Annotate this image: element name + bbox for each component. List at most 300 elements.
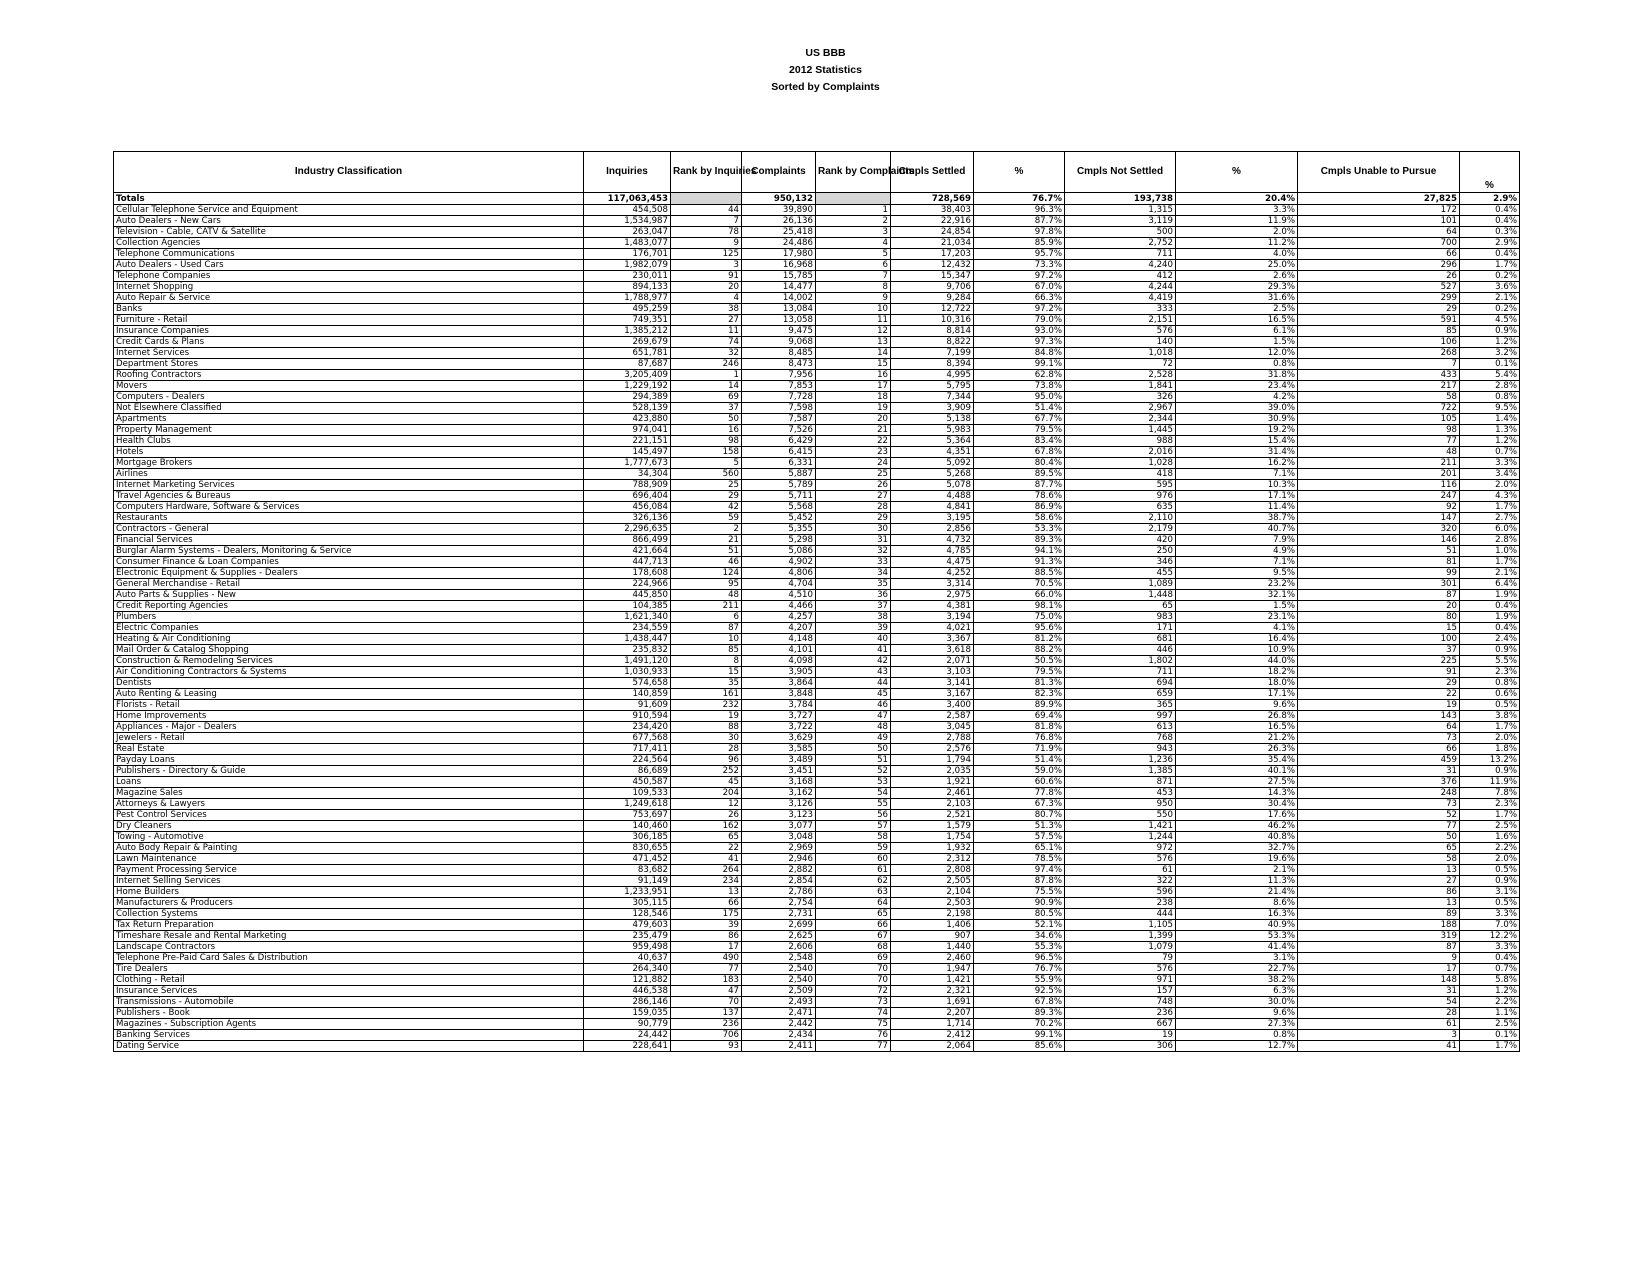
cell-unable: 48 [1298, 447, 1460, 458]
cell-rank-inquiries: 46 [671, 557, 742, 568]
cell-rank-inquiries: 125 [671, 249, 742, 260]
cell-settled: 2,103 [891, 799, 974, 810]
cell-unable-pct: 2.4% [1460, 634, 1520, 645]
table-row [114, 513, 1520, 524]
cell-not-settled: 613 [1065, 722, 1176, 733]
cell-not-settled-pct: 6.3% [1176, 986, 1298, 997]
cell-unable: 73 [1298, 799, 1460, 810]
cell-unable: 29 [1298, 304, 1460, 315]
cell-inquiries: 230,011 [584, 271, 671, 282]
cell-not-settled: 65 [1065, 601, 1176, 612]
cell-settled-pct: 90.9% [974, 898, 1065, 909]
cell-rank-complaints: 42 [816, 656, 891, 667]
cell-settled: 5,138 [891, 414, 974, 425]
cell-inquiries: 456,084 [584, 502, 671, 513]
cell-unable: 37 [1298, 645, 1460, 656]
cell-rank-complaints: 24 [816, 458, 891, 469]
table-row [114, 964, 1520, 975]
cell-unable: 7 [1298, 359, 1460, 370]
table-row [114, 942, 1520, 953]
cell-complaints: 14,477 [742, 282, 816, 293]
cell-not-settled-pct: 2.6% [1176, 271, 1298, 282]
cell-settled: 9,284 [891, 293, 974, 304]
cell-inquiries: 306,185 [584, 832, 671, 843]
cell-rank-inquiries: 32 [671, 348, 742, 359]
col-header-not-settled: Cmpls Not Settled [1065, 152, 1176, 193]
cell-industry: Banking Services [114, 1030, 584, 1041]
cell-rank-complaints: 70 [816, 975, 891, 986]
cell-rank-complaints: 60 [816, 854, 891, 865]
cell-industry: Insurance Services [114, 986, 584, 997]
cell-unable-pct: 4.3% [1460, 491, 1520, 502]
cell-rank-inquiries: 88 [671, 722, 742, 733]
cell-industry: General Merchandise - Retail [114, 579, 584, 590]
table-row [114, 579, 1520, 590]
cell-complaints: 2,606 [742, 942, 816, 953]
cell-unable: 700 [1298, 238, 1460, 249]
cell-industry: Internet Marketing Services [114, 480, 584, 491]
cell-rank-complaints: 57 [816, 821, 891, 832]
cell-settled-pct: 89.3% [974, 1008, 1065, 1019]
cell-rank-complaints: 19 [816, 403, 891, 414]
cell-not-settled: 748 [1065, 997, 1176, 1008]
cell-rank-inquiries: 44 [671, 205, 742, 216]
cell-rank-complaints: 51 [816, 755, 891, 766]
cell-unable-pct: 2.0% [1460, 733, 1520, 744]
cell-settled-pct: 80.7% [974, 810, 1065, 821]
cell-not-settled: 1,841 [1065, 381, 1176, 392]
cell-not-settled-pct: 46.2% [1176, 821, 1298, 832]
cell-not-settled-pct: 14.3% [1176, 788, 1298, 799]
cell-unable: 100 [1298, 634, 1460, 645]
table-row [114, 623, 1520, 634]
cell-rank-complaints: 22 [816, 436, 891, 447]
cell-unable-pct: 3.2% [1460, 348, 1520, 359]
cell-rank-complaints: 62 [816, 876, 891, 887]
cell-rank-inquiries: 5 [671, 458, 742, 469]
cell-settled: 5,364 [891, 436, 974, 447]
cell-industry: Timeshare Resale and Rental Marketing [114, 931, 584, 942]
cell-unable-pct: 13.2% [1460, 755, 1520, 766]
cell-settled: 3,167 [891, 689, 974, 700]
cell-rank-inquiries: 211 [671, 601, 742, 612]
cell-unable-pct: 2.8% [1460, 535, 1520, 546]
cell-industry: Collection Systems [114, 909, 584, 920]
cell-not-settled: 659 [1065, 689, 1176, 700]
cell-settled-pct: 89.3% [974, 535, 1065, 546]
cell-rank-inquiries: 137 [671, 1008, 742, 1019]
cell-unable: 247 [1298, 491, 1460, 502]
cell-industry: Auto Body Repair & Painting [114, 843, 584, 854]
cell-settled-pct: 99.1% [974, 1030, 1065, 1041]
table-row [114, 898, 1520, 909]
table-row [114, 755, 1520, 766]
table-row [114, 953, 1520, 964]
cell-rank-inquiries: 232 [671, 700, 742, 711]
cell-industry: Roofing Contractors [114, 370, 584, 381]
cell-industry: Department Stores [114, 359, 584, 370]
cell-settled-pct: 96.5% [974, 953, 1065, 964]
cell-unable: 15 [1298, 623, 1460, 634]
cell-complaints: 3,162 [742, 788, 816, 799]
cell-industry: Internet Selling Services [114, 876, 584, 887]
cell-rank-complaints: 52 [816, 766, 891, 777]
cell-unable-pct: 0.4% [1460, 953, 1520, 964]
cell-inquiries: 753,697 [584, 810, 671, 821]
cell-rank-complaints: 9 [816, 293, 891, 304]
cell-settled-pct: 82.3% [974, 689, 1065, 700]
cell-inquiries: 1,491,120 [584, 656, 671, 667]
cell-not-settled: 1,399 [1065, 931, 1176, 942]
totals-label: Totals [114, 193, 584, 205]
cell-inquiries: 178,608 [584, 568, 671, 579]
cell-settled-pct: 70.5% [974, 579, 1065, 590]
cell-rank-inquiries: 25 [671, 480, 742, 491]
cell-settled: 4,841 [891, 502, 974, 513]
cell-not-settled: 157 [1065, 986, 1176, 997]
cell-not-settled-pct: 4.2% [1176, 392, 1298, 403]
cell-rank-complaints: 21 [816, 425, 891, 436]
cell-unable-pct: 0.2% [1460, 271, 1520, 282]
cell-rank-complaints: 16 [816, 370, 891, 381]
cell-complaints: 2,699 [742, 920, 816, 931]
cell-industry: Credit Reporting Agencies [114, 601, 584, 612]
cell-inquiries: 471,452 [584, 854, 671, 865]
cell-complaints: 15,785 [742, 271, 816, 282]
table-row [114, 425, 1520, 436]
cell-not-settled: 681 [1065, 634, 1176, 645]
cell-rank-inquiries: 42 [671, 502, 742, 513]
cell-complaints: 2,493 [742, 997, 816, 1008]
cell-industry: Auto Renting & Leasing [114, 689, 584, 700]
cell-not-settled-pct: 38.2% [1176, 975, 1298, 986]
cell-settled: 2,460 [891, 953, 974, 964]
cell-not-settled: 333 [1065, 304, 1176, 315]
cell-unable: 64 [1298, 722, 1460, 733]
cell-unable: 13 [1298, 898, 1460, 909]
cell-industry: Towing - Automotive [114, 832, 584, 843]
table-row [114, 678, 1520, 689]
cell-not-settled-pct: 38.7% [1176, 513, 1298, 524]
cell-complaints: 25,418 [742, 227, 816, 238]
cell-settled: 2,856 [891, 524, 974, 535]
cell-rank-inquiries: 14 [671, 381, 742, 392]
cell-settled: 4,995 [891, 370, 974, 381]
cell-rank-inquiries: 41 [671, 854, 742, 865]
cell-not-settled-pct: 40.7% [1176, 524, 1298, 535]
cell-rank-inquiries: 59 [671, 513, 742, 524]
cell-settled: 1,691 [891, 997, 974, 1008]
cell-rank-complaints: 20 [816, 414, 891, 425]
cell-settled: 17,203 [891, 249, 974, 260]
cell-rank-complaints: 32 [816, 546, 891, 557]
cell-settled: 1,794 [891, 755, 974, 766]
cell-rank-inquiries: 87 [671, 623, 742, 634]
cell-rank-inquiries: 48 [671, 590, 742, 601]
cell-complaints: 5,568 [742, 502, 816, 513]
cell-complaints: 5,789 [742, 480, 816, 491]
cell-settled-pct: 77.8% [974, 788, 1065, 799]
cell-unable-pct: 7.8% [1460, 788, 1520, 799]
cell-inquiries: 445,850 [584, 590, 671, 601]
cell-not-settled: 2,016 [1065, 447, 1176, 458]
cell-settled: 8,394 [891, 359, 974, 370]
table-row [114, 1008, 1520, 1019]
cell-not-settled: 2,344 [1065, 414, 1176, 425]
cell-settled-pct: 67.8% [974, 447, 1065, 458]
totals-row [114, 193, 1520, 205]
cell-unable: 89 [1298, 909, 1460, 920]
table-row [114, 887, 1520, 898]
table-row [114, 590, 1520, 601]
cell-rank-inquiries: 19 [671, 711, 742, 722]
cell-complaints: 4,510 [742, 590, 816, 601]
cell-rank-complaints: 17 [816, 381, 891, 392]
cell-settled: 907 [891, 931, 974, 942]
cell-inquiries: 90,779 [584, 1019, 671, 1030]
totals-unable: 27,825 [1298, 193, 1460, 205]
cell-settled-pct: 92.5% [974, 986, 1065, 997]
cell-unable-pct: 2.7% [1460, 513, 1520, 524]
cell-rank-complaints: 1 [816, 205, 891, 216]
cell-not-settled-pct: 31.6% [1176, 293, 1298, 304]
col-header-settled-pct: % [974, 152, 1065, 193]
header-row [114, 152, 1520, 193]
cell-industry: Mail Order & Catalog Shopping [114, 645, 584, 656]
cell-not-settled: 306 [1065, 1041, 1176, 1052]
cell-not-settled: 971 [1065, 975, 1176, 986]
cell-not-settled-pct: 23.4% [1176, 381, 1298, 392]
table-row [114, 205, 1520, 216]
cell-unable: 9 [1298, 953, 1460, 964]
cell-complaints: 7,853 [742, 381, 816, 392]
cell-rank-complaints: 15 [816, 359, 891, 370]
cell-settled-pct: 87.7% [974, 216, 1065, 227]
cell-inquiries: 140,460 [584, 821, 671, 832]
cell-rank-inquiries: 252 [671, 766, 742, 777]
col-header-complaints: Complaints [742, 152, 816, 193]
statistics-table [113, 151, 1520, 1052]
cell-industry: Real Estate [114, 744, 584, 755]
cell-unable: 99 [1298, 568, 1460, 579]
cell-not-settled: 1,236 [1065, 755, 1176, 766]
table-row [114, 799, 1520, 810]
cell-not-settled-pct: 27.3% [1176, 1019, 1298, 1030]
cell-inquiries: 1,483,077 [584, 238, 671, 249]
cell-settled-pct: 65.1% [974, 843, 1065, 854]
cell-complaints: 4,148 [742, 634, 816, 645]
cell-not-settled-pct: 23.1% [1176, 612, 1298, 623]
cell-rank-inquiries: 91 [671, 271, 742, 282]
totals-settled-pct: 76.7% [974, 193, 1065, 205]
cell-settled: 4,732 [891, 535, 974, 546]
cell-industry: Restaurants [114, 513, 584, 524]
cell-complaints: 8,473 [742, 359, 816, 370]
cell-unable-pct: 1.6% [1460, 832, 1520, 843]
cell-industry: Construction & Remodeling Services [114, 656, 584, 667]
cell-settled: 4,475 [891, 557, 974, 568]
cell-complaints: 2,882 [742, 865, 816, 876]
cell-inquiries: 894,133 [584, 282, 671, 293]
cell-settled-pct: 97.4% [974, 865, 1065, 876]
cell-settled-pct: 55.3% [974, 942, 1065, 953]
cell-inquiries: 1,229,192 [584, 381, 671, 392]
table-row [114, 491, 1520, 502]
cell-not-settled-pct: 30.9% [1176, 414, 1298, 425]
cell-rank-complaints: 30 [816, 524, 891, 535]
cell-settled-pct: 67.0% [974, 282, 1065, 293]
cell-unable-pct: 1.9% [1460, 590, 1520, 601]
cell-unable-pct: 2.0% [1460, 854, 1520, 865]
cell-unable: 86 [1298, 887, 1460, 898]
cell-unable-pct: 5.8% [1460, 975, 1520, 986]
cell-not-settled-pct: 7.9% [1176, 535, 1298, 546]
table-row [114, 502, 1520, 513]
cell-settled: 2,788 [891, 733, 974, 744]
cell-settled: 2,104 [891, 887, 974, 898]
cell-complaints: 13,084 [742, 304, 816, 315]
cell-settled-pct: 75.0% [974, 612, 1065, 623]
cell-industry: Dry Cleaners [114, 821, 584, 832]
cell-not-settled-pct: 7.1% [1176, 557, 1298, 568]
cell-settled-pct: 52.1% [974, 920, 1065, 931]
cell-industry: Attorneys & Lawyers [114, 799, 584, 810]
cell-settled: 3,367 [891, 634, 974, 645]
cell-inquiries: 86,689 [584, 766, 671, 777]
cell-rank-complaints: 25 [816, 469, 891, 480]
cell-not-settled-pct: 1.5% [1176, 337, 1298, 348]
cell-not-settled-pct: 30.0% [1176, 997, 1298, 1008]
cell-industry: Clothing - Retail [114, 975, 584, 986]
cell-settled-pct: 79.5% [974, 667, 1065, 678]
cell-rank-inquiries: 65 [671, 832, 742, 843]
cell-industry: Appliances - Major - Dealers [114, 722, 584, 733]
cell-settled-pct: 60.6% [974, 777, 1065, 788]
cell-not-settled: 768 [1065, 733, 1176, 744]
table-row [114, 238, 1520, 249]
cell-settled-pct: 86.9% [974, 502, 1065, 513]
cell-settled-pct: 51.4% [974, 403, 1065, 414]
cell-industry: Plumbers [114, 612, 584, 623]
cell-unable-pct: 1.7% [1460, 1041, 1520, 1052]
cell-rank-inquiries: 234 [671, 876, 742, 887]
cell-settled: 5,268 [891, 469, 974, 480]
table-row [114, 722, 1520, 733]
cell-settled: 2,808 [891, 865, 974, 876]
cell-settled-pct: 83.4% [974, 436, 1065, 447]
cell-rank-inquiries: 490 [671, 953, 742, 964]
cell-rank-complaints: 64 [816, 898, 891, 909]
cell-unable: 268 [1298, 348, 1460, 359]
cell-inquiries: 910,594 [584, 711, 671, 722]
cell-inquiries: 677,568 [584, 733, 671, 744]
cell-inquiries: 224,966 [584, 579, 671, 590]
cell-not-settled-pct: 6.1% [1176, 326, 1298, 337]
cell-unable-pct: 5.4% [1460, 370, 1520, 381]
cell-unable-pct: 1.7% [1460, 557, 1520, 568]
cell-rank-complaints: 23 [816, 447, 891, 458]
cell-settled: 22,916 [891, 216, 974, 227]
table-row [114, 865, 1520, 876]
cell-unable: 27 [1298, 876, 1460, 887]
cell-rank-inquiries: 70 [671, 997, 742, 1008]
cell-not-settled: 1,018 [1065, 348, 1176, 359]
cell-unable-pct: 1.8% [1460, 744, 1520, 755]
cell-inquiries: 454,508 [584, 205, 671, 216]
cell-inquiries: 651,781 [584, 348, 671, 359]
cell-settled: 1,440 [891, 942, 974, 953]
cell-not-settled-pct: 32.7% [1176, 843, 1298, 854]
cell-rank-complaints: 47 [816, 711, 891, 722]
cell-rank-inquiries: 246 [671, 359, 742, 370]
cell-complaints: 3,727 [742, 711, 816, 722]
cell-unable: 591 [1298, 315, 1460, 326]
cell-complaints: 7,728 [742, 392, 816, 403]
cell-not-settled: 997 [1065, 711, 1176, 722]
cell-not-settled: 976 [1065, 491, 1176, 502]
cell-settled-pct: 55.9% [974, 975, 1065, 986]
table-row [114, 843, 1520, 854]
cell-not-settled: 2,179 [1065, 524, 1176, 535]
table-row [114, 975, 1520, 986]
cell-industry: Television - Cable, CATV & Satellite [114, 227, 584, 238]
cell-not-settled: 365 [1065, 700, 1176, 711]
cell-rank-complaints: 53 [816, 777, 891, 788]
cell-unable: 58 [1298, 854, 1460, 865]
table-row [114, 469, 1520, 480]
cell-inquiries: 159,035 [584, 1008, 671, 1019]
cell-unable: 54 [1298, 997, 1460, 1008]
cell-settled-pct: 76.7% [974, 964, 1065, 975]
cell-rank-complaints: 54 [816, 788, 891, 799]
cell-complaints: 39,890 [742, 205, 816, 216]
cell-unable: 31 [1298, 986, 1460, 997]
cell-industry: Auto Dealers - New Cars [114, 216, 584, 227]
cell-rank-inquiries: 706 [671, 1030, 742, 1041]
cell-rank-inquiries: 50 [671, 414, 742, 425]
cell-industry: Internet Shopping [114, 282, 584, 293]
cell-rank-complaints: 72 [816, 986, 891, 997]
cell-settled: 2,576 [891, 744, 974, 755]
cell-settled: 7,344 [891, 392, 974, 403]
cell-not-settled-pct: 19.6% [1176, 854, 1298, 865]
cell-inquiries: 24,442 [584, 1030, 671, 1041]
cell-settled: 8,822 [891, 337, 974, 348]
cell-industry: Telephone Companies [114, 271, 584, 282]
cell-inquiries: 83,682 [584, 865, 671, 876]
cell-settled-pct: 95.7% [974, 249, 1065, 260]
cell-not-settled: 322 [1065, 876, 1176, 887]
cell-rank-inquiries: 15 [671, 667, 742, 678]
cell-not-settled-pct: 10.3% [1176, 480, 1298, 491]
cell-rank-inquiries: 96 [671, 755, 742, 766]
cell-unable-pct: 2.3% [1460, 667, 1520, 678]
cell-not-settled-pct: 31.8% [1176, 370, 1298, 381]
cell-settled-pct: 73.3% [974, 260, 1065, 271]
col-header-industry: Industry Classification [114, 152, 584, 193]
cell-unable: 28 [1298, 1008, 1460, 1019]
cell-settled: 3,618 [891, 645, 974, 656]
cell-inquiries: 235,479 [584, 931, 671, 942]
table-row [114, 612, 1520, 623]
cell-rank-inquiries: 264 [671, 865, 742, 876]
cell-not-settled: 453 [1065, 788, 1176, 799]
cell-industry: Consumer Finance & Loan Companies [114, 557, 584, 568]
cell-settled-pct: 70.2% [974, 1019, 1065, 1030]
cell-settled-pct: 66.0% [974, 590, 1065, 601]
table-row [114, 271, 1520, 282]
cell-settled-pct: 95.0% [974, 392, 1065, 403]
